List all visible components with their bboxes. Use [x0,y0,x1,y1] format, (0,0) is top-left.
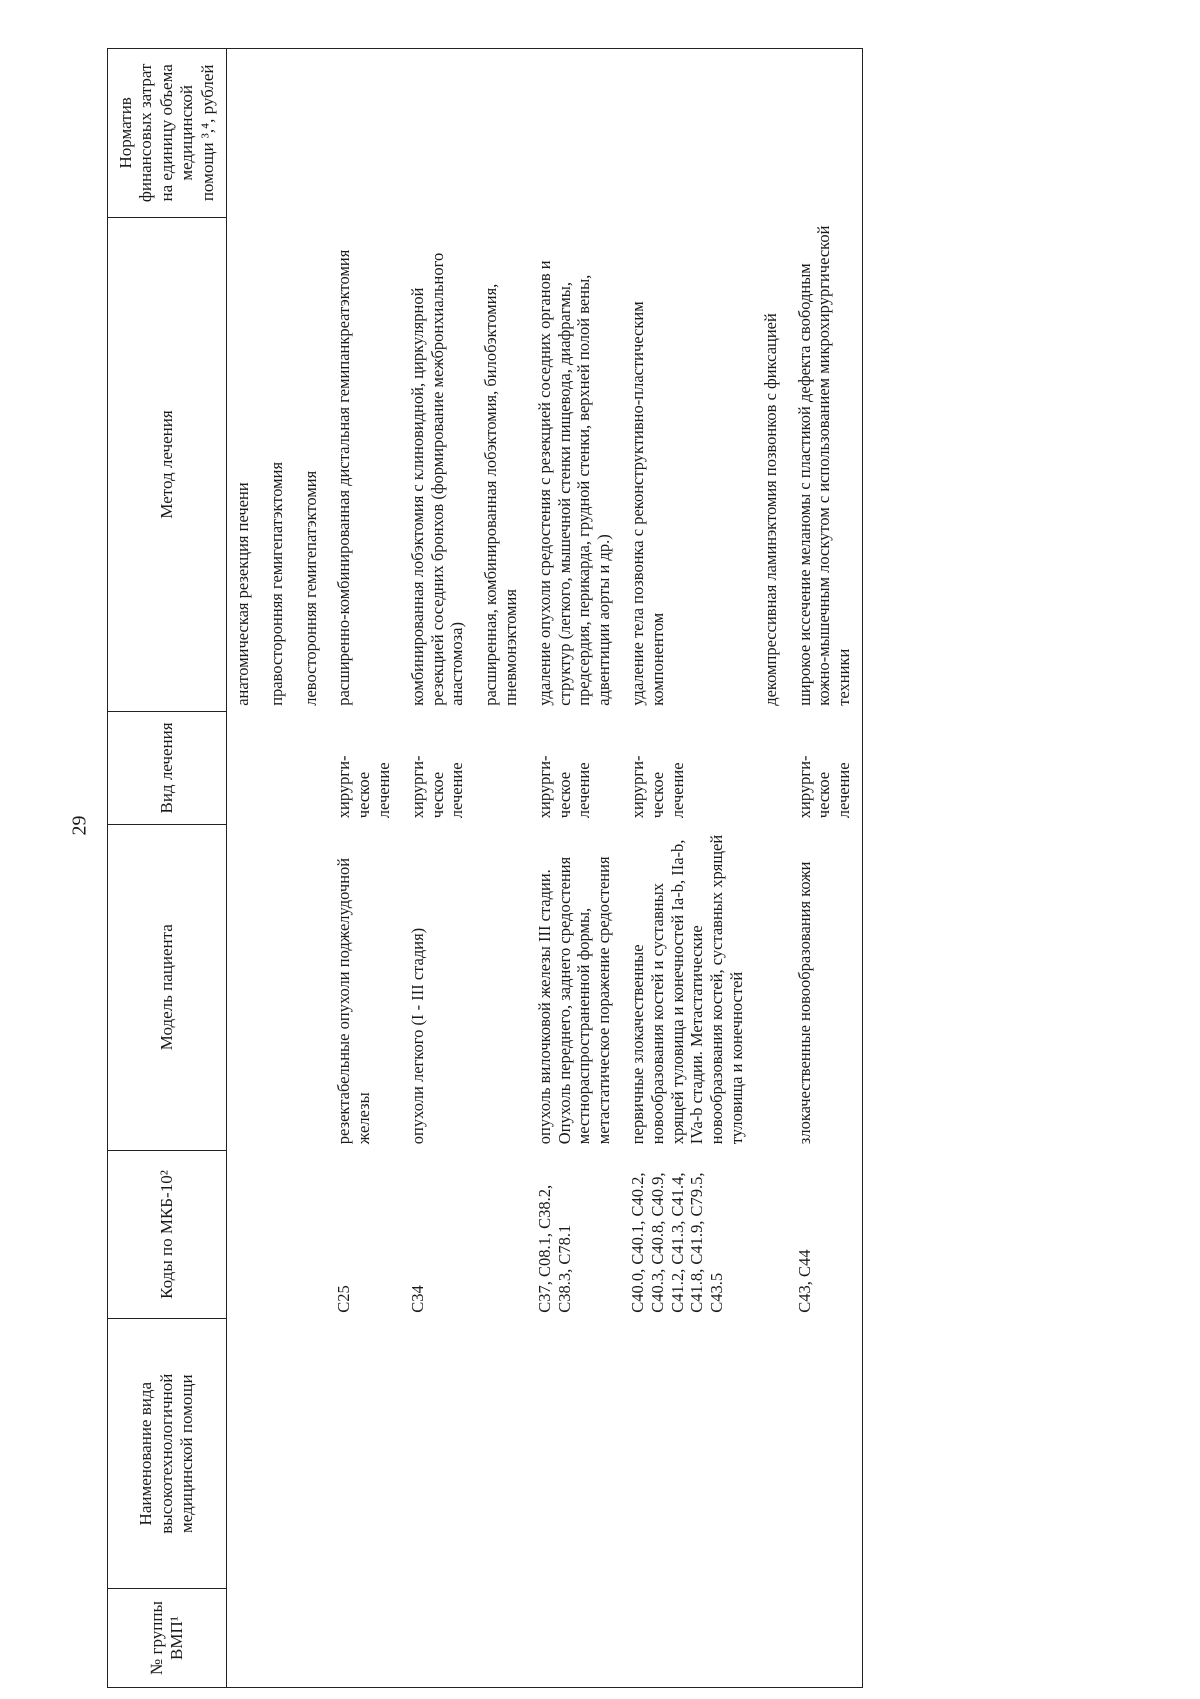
table-row [328,49,401,1688]
page-number: 29 [68,815,91,836]
header-group: № группы ВМП¹ [108,1589,227,1688]
cell-method: расширенно-комбинированная дистальная гемипанкреатэктомия [334,249,354,706]
table-row [227,49,261,1688]
cell-codes: C43, C44 [789,1150,863,1319]
table-row [789,49,863,1688]
cell-type [261,712,295,824]
cell-model [755,824,789,1150]
header-row [108,49,227,1688]
cell-codes: C34 [407,1285,427,1313]
cell-type [227,712,261,824]
cell-model: опухоль вилочковой железы III стадии. Опухоль переднего, заднего средостения местнораспространенной формы, метастатическое поражение средостения [534,856,614,1145]
table-row [622,49,755,1688]
cell-codes: C40.0, C40.1, C40.2, C40.3, C40.8, C40.9, C41.2, C41.3, C41.4, C41.8, C41.9, C79.5, C43.5 [627,1172,727,1313]
cell-model [261,824,295,1150]
cell-method: анатомическая резекция печени [233,482,252,706]
cell-method: комбинированная лобэктомия с клиновидной, циркулярной резекцией соседних бронхов (формирование межбронхиального анастомоза) [407,252,467,706]
cell-model [475,824,529,1150]
cell-method: удаление тела позвонка с реконструктивно-пластическим компонентом [627,301,667,706]
cell-codes: C25 [334,1285,354,1313]
cell-codes [295,1150,329,1319]
header-method: Метод лечения [108,217,227,712]
cell-model: опухоли легкого (I - III стадия) [407,927,427,1145]
cell-method: удаление опухоли средостения с резекцией соседних органов и структур (легкого, мышечной стенки пищевода, диафрагмы, предсердия, перикарда, грудной стенки, верхней полой вены, адвентиции аорты и др.) [534,260,614,706]
cell-method: широкое иссечение меланомы с пластикой дефекта свободным кожно-мышечным лоскутом с использованием микрохирургической техники [789,217,863,712]
cell-type: хирурги-ческое лечение [334,755,393,819]
cell-type: хирурги-ческое лечение [534,755,594,819]
cell-method: правосторонняя гемигепатэктомия [266,461,286,706]
cell-method: расширенная, комбинированная лобэктомия, билобэктомия, пневмонэктомия [481,283,520,706]
cell-model [227,824,261,1150]
header-type: Вид лечения [108,712,227,824]
header-codes: Коды по МКБ-10² [108,1150,227,1319]
cell-type [755,712,789,824]
table-row [529,49,622,1688]
cell-codes [227,1150,261,1319]
cell-type: хирурги-ческое лечение [789,712,863,824]
cell-model: злокачественные новообразования кожи [789,824,863,1150]
table-row [402,49,475,1688]
vmp-table [107,48,863,1688]
cell-codes: C37, C08.1, C38.2, C38.3, C78.1 [534,1184,574,1313]
cell-type [475,712,529,824]
header-cost: Норматив финансовых затрат на единицу объема медицинской помощи ³,⁴, рублей [108,49,227,218]
table-row [261,49,295,1688]
rotated-page [107,28,1200,1688]
cell-codes [261,1150,295,1319]
cell-method: левосторонняя гемигепатэктомия [300,470,320,706]
header-name: Наименование вида высокотехнологичной медицинской помощи [108,1319,227,1589]
cell-method: декомпрессивная ламинэктомия позвонков с фиксацией [760,313,780,706]
cell-model: первичные злокачественные новообразования костей и суставных хрящей туловища и конечностей Ia-b, IIa-b, IVa-b стадии. Метастатические новообразования костей, суставных хрящей туловища и конечностей [627,834,746,1145]
table-row [295,49,329,1688]
cell-type: хирурги-ческое лечение [407,755,467,819]
cell-codes [475,1150,529,1319]
cell-type: хирурги-ческое лечение [627,755,687,819]
table-row [755,49,789,1688]
header-model: Модель пациента [108,824,227,1150]
cell-model: резектабельные опухоли поджелудочной железы [334,857,374,1145]
table-row [475,49,529,1688]
cell-type [295,712,329,824]
cell-codes [755,1150,789,1319]
cell-model [295,824,329,1150]
